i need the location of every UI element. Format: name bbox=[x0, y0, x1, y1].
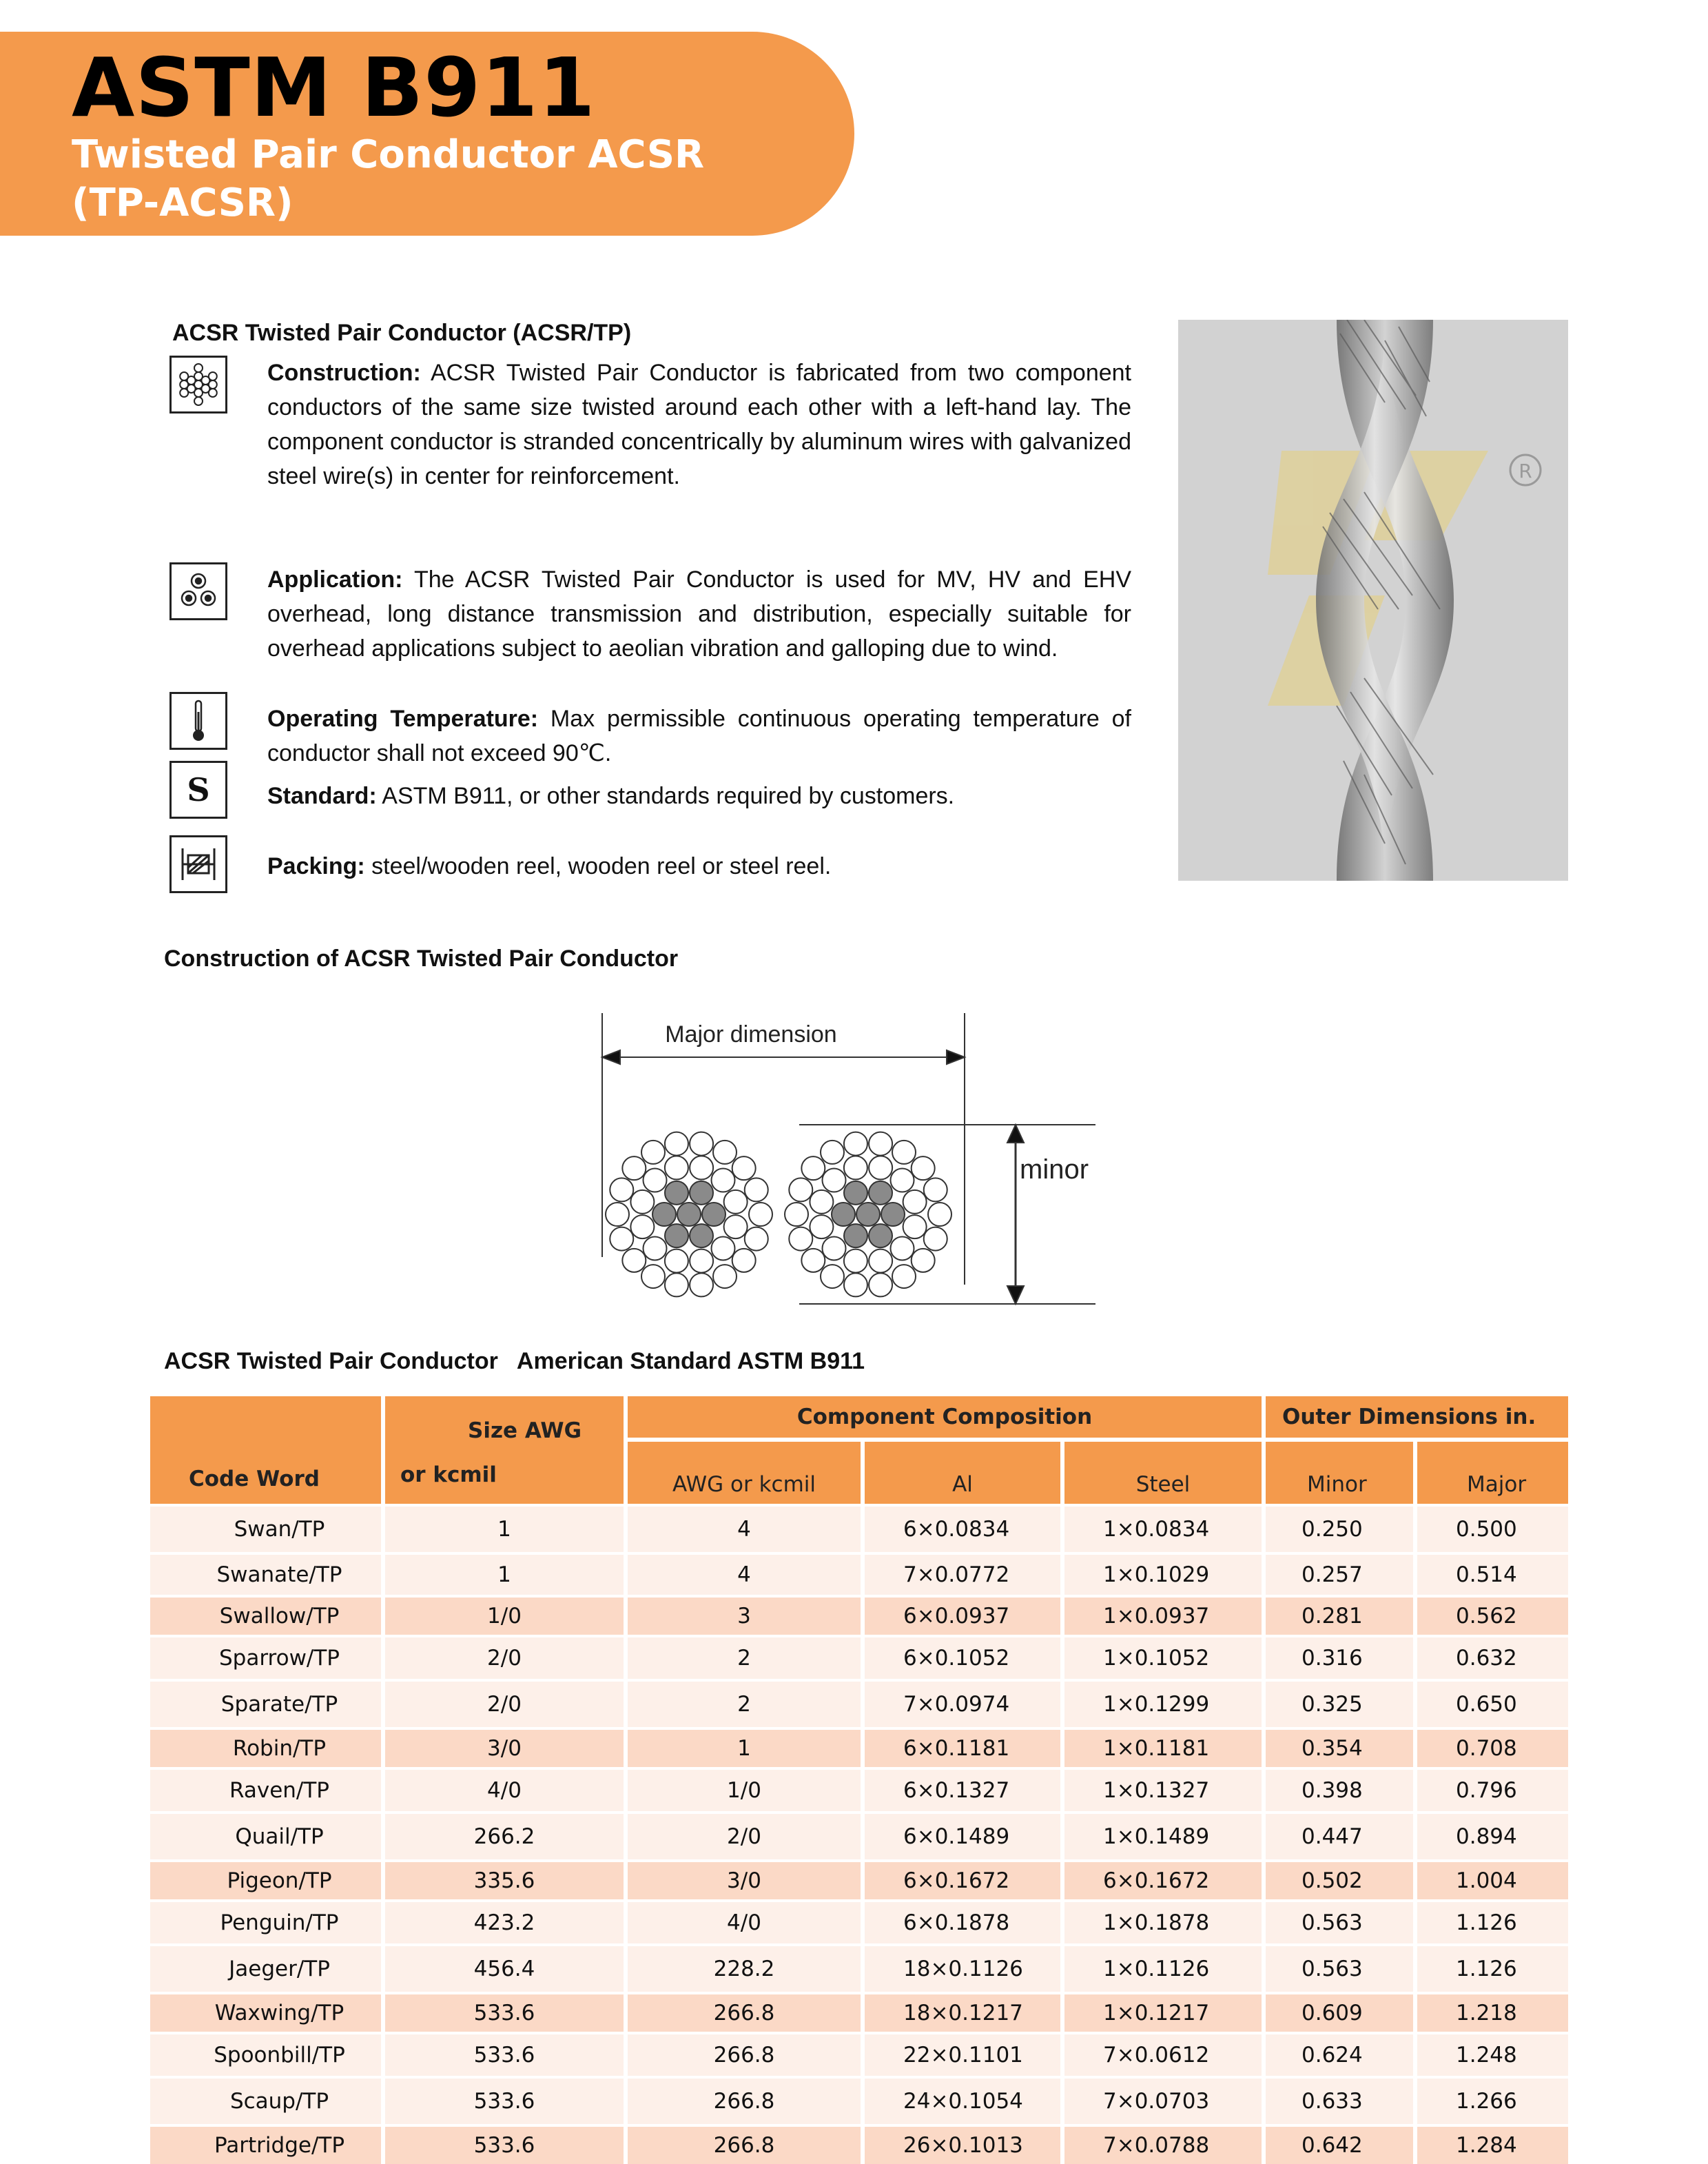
cell-major: 0.708 bbox=[1415, 1728, 1568, 1768]
table-row bbox=[150, 2077, 1568, 2125]
cell-size: 533.6 bbox=[383, 2033, 626, 2077]
cell-al: 7×0.0772 bbox=[863, 1553, 1062, 1596]
cell-al: 26×0.1013 bbox=[863, 2125, 1062, 2164]
wire-strand bbox=[844, 1273, 867, 1296]
cell-steel: 1×0.1126 bbox=[1062, 1945, 1264, 1993]
wire-strand bbox=[644, 1169, 667, 1192]
wire-strand bbox=[856, 1203, 880, 1226]
cell-size: 1 bbox=[383, 1505, 626, 1553]
wire-strand bbox=[745, 1178, 768, 1201]
cross-section-diagram bbox=[593, 1008, 1102, 1311]
cell-code-word: Quail/TP bbox=[150, 1813, 383, 1861]
cell-awg-or-kcmil: 2 bbox=[626, 1680, 863, 1728]
cell-awg-or-kcmil: 3 bbox=[626, 1596, 863, 1636]
cell-size: 533.6 bbox=[383, 2077, 626, 2125]
wire-strand bbox=[745, 1227, 768, 1251]
cell-steel: 6×0.1672 bbox=[1062, 1861, 1264, 1901]
cell-code-word: Sparate/TP bbox=[150, 1680, 383, 1728]
cell-size: 335.6 bbox=[383, 1861, 626, 1901]
cell-steel: 1×0.1489 bbox=[1062, 1813, 1264, 1861]
cell-minor: 0.447 bbox=[1264, 1813, 1415, 1861]
cell-major: 1.004 bbox=[1415, 1861, 1568, 1901]
page-subtitle: Twisted Pair Conductor ACSR (TP-ACSR) bbox=[72, 132, 705, 225]
wire-strand bbox=[630, 1215, 654, 1238]
temperature-text: Max permissible continuous operating temperature of conductor shall not exceed 90℃. bbox=[267, 706, 1131, 766]
wire-strand bbox=[690, 1224, 713, 1247]
wire-strand bbox=[677, 1203, 701, 1226]
cell-awg-or-kcmil: 1 bbox=[626, 1728, 863, 1768]
cell-steel: 1×0.1217 bbox=[1062, 1993, 1264, 2033]
wire-strand bbox=[892, 1265, 916, 1288]
cell-minor: 0.624 bbox=[1264, 2033, 1415, 2077]
wire-strand bbox=[630, 1190, 654, 1214]
wire-strand bbox=[869, 1156, 892, 1179]
wire-strand bbox=[690, 1249, 713, 1273]
table-row bbox=[150, 1901, 1568, 1945]
cell-steel: 1×0.1299 bbox=[1062, 1680, 1264, 1728]
wire-strand bbox=[890, 1236, 914, 1260]
wire-strand bbox=[869, 1249, 892, 1273]
cell-steel: 1×0.1029 bbox=[1062, 1553, 1264, 1596]
cell-steel: 7×0.0703 bbox=[1062, 2077, 1264, 2125]
wire-strand bbox=[713, 1265, 737, 1288]
wire-strand bbox=[711, 1236, 734, 1260]
cell-size: 423.2 bbox=[383, 1901, 626, 1945]
cell-awg-or-kcmil: 4/0 bbox=[626, 1901, 863, 1945]
header-code-word: Code Word bbox=[150, 1396, 383, 1505]
table-row bbox=[150, 1768, 1568, 1813]
wire-strand bbox=[690, 1156, 713, 1179]
wire-strand bbox=[881, 1203, 905, 1226]
cell-size: 4/0 bbox=[383, 1768, 626, 1813]
cell-code-word: Partridge/TP bbox=[150, 2125, 383, 2164]
cell-steel: 1×0.1878 bbox=[1062, 1901, 1264, 1945]
cell-size: 3/0 bbox=[383, 1728, 626, 1768]
wire-strand bbox=[844, 1224, 867, 1247]
cell-code-word: Spoonbill/TP bbox=[150, 2033, 383, 2077]
table-row bbox=[150, 1728, 1568, 1768]
wire-strand bbox=[711, 1169, 734, 1192]
cell-minor: 0.633 bbox=[1264, 2077, 1415, 2125]
wire-strand bbox=[810, 1215, 833, 1238]
wire-strand bbox=[785, 1203, 808, 1226]
header-minor: Minor bbox=[1264, 1440, 1415, 1505]
wire-strand bbox=[869, 1273, 892, 1296]
twisted-pair-strands bbox=[1316, 320, 1454, 881]
header-awg-or-kcmil: AWG or kcmil bbox=[626, 1440, 863, 1505]
wire-strand bbox=[641, 1265, 665, 1288]
wire-strand bbox=[749, 1203, 772, 1226]
wire-strand bbox=[801, 1249, 825, 1272]
cell-awg-or-kcmil: 266.8 bbox=[626, 2033, 863, 2077]
construction-paragraph bbox=[267, 356, 1131, 493]
cell-steel: 1×0.1327 bbox=[1062, 1768, 1264, 1813]
cell-al: 6×0.1327 bbox=[863, 1768, 1062, 1813]
conductor-a-strands bbox=[606, 1132, 772, 1297]
packing-paragraph bbox=[267, 849, 1131, 884]
cell-steel: 1×0.1052 bbox=[1062, 1636, 1264, 1680]
cell-major: 1.248 bbox=[1415, 2033, 1568, 2077]
wire-strand bbox=[890, 1169, 914, 1192]
cell-awg-or-kcmil: 228.2 bbox=[626, 1945, 863, 1993]
cell-al: 6×0.1672 bbox=[863, 1861, 1062, 1901]
wire-strand bbox=[821, 1141, 844, 1164]
table-row bbox=[150, 1596, 1568, 1636]
wire-strand bbox=[844, 1249, 867, 1273]
table-row bbox=[150, 1813, 1568, 1861]
packing-text: steel/wooden reel, wooden reel or steel reel. bbox=[371, 853, 832, 879]
wire-strand bbox=[665, 1224, 688, 1247]
table-row bbox=[150, 1945, 1568, 1993]
cell-steel: 1×0.0937 bbox=[1062, 1596, 1264, 1636]
wire-strand bbox=[641, 1141, 665, 1164]
cell-size: 533.6 bbox=[383, 2125, 626, 2164]
application-paragraph bbox=[267, 562, 1131, 666]
conductor-b-strands bbox=[785, 1132, 951, 1297]
wire-strand bbox=[869, 1181, 892, 1205]
thermometer-icon bbox=[169, 692, 227, 750]
cell-al: 18×0.1217 bbox=[863, 1993, 1062, 2033]
cell-steel: 7×0.0612 bbox=[1062, 2033, 1264, 2077]
table-row bbox=[150, 2125, 1568, 2164]
cell-awg-or-kcmil: 2/0 bbox=[626, 1813, 863, 1861]
wire-strand bbox=[844, 1132, 867, 1156]
wire-strand bbox=[732, 1156, 756, 1180]
wire-strand bbox=[724, 1215, 748, 1238]
cell-code-word: Waxwing/TP bbox=[150, 1993, 383, 2033]
header-size-awg: Size AWG bbox=[468, 1418, 582, 1443]
cell-size: 456.4 bbox=[383, 1945, 626, 1993]
registered-mark-letter: R bbox=[1519, 460, 1532, 482]
cell-al: 7×0.0974 bbox=[863, 1680, 1062, 1728]
cell-minor: 0.563 bbox=[1264, 1901, 1415, 1945]
major-dimension-label: Major dimension bbox=[665, 1021, 837, 1048]
wire-strand bbox=[823, 1236, 846, 1260]
stranded-conductor-icon bbox=[169, 356, 227, 414]
wire-strand bbox=[713, 1141, 737, 1164]
conductor-photo bbox=[1178, 320, 1568, 881]
wire-strand bbox=[702, 1203, 726, 1226]
cell-size: 2/0 bbox=[383, 1636, 626, 1680]
cell-code-word: Penguin/TP bbox=[150, 1901, 383, 1945]
wire-strand bbox=[665, 1132, 688, 1156]
cell-al: 6×0.1181 bbox=[863, 1728, 1062, 1768]
cell-code-word: Swan/TP bbox=[150, 1505, 383, 1553]
cell-al: 24×0.1054 bbox=[863, 2077, 1062, 2125]
wire-strand bbox=[644, 1236, 667, 1260]
cell-code-word: Pigeon/TP bbox=[150, 1861, 383, 1901]
wire-strand bbox=[606, 1203, 629, 1226]
wire-strand bbox=[665, 1273, 688, 1296]
wire-strand bbox=[844, 1156, 867, 1179]
reel-icon bbox=[169, 835, 227, 893]
wire-strand bbox=[724, 1190, 748, 1214]
cell-al: 6×0.1878 bbox=[863, 1901, 1062, 1945]
cell-minor: 0.398 bbox=[1264, 1768, 1415, 1813]
wire-strand bbox=[844, 1181, 867, 1205]
wire-strand bbox=[665, 1249, 688, 1273]
header-al: Al bbox=[863, 1440, 1062, 1505]
wire-strand bbox=[789, 1178, 812, 1201]
application-label: Application: bbox=[267, 566, 403, 593]
wire-strand bbox=[924, 1227, 947, 1251]
wire-strand bbox=[665, 1156, 688, 1179]
table-row bbox=[150, 1993, 1568, 2033]
cell-al: 6×0.1052 bbox=[863, 1636, 1062, 1680]
wire-strand bbox=[928, 1203, 951, 1226]
wire-strand bbox=[869, 1132, 892, 1156]
wire-strand bbox=[622, 1156, 646, 1180]
cell-steel: 1×0.1181 bbox=[1062, 1728, 1264, 1768]
intro-heading: ACSR Twisted Pair Conductor (ACSR/TP) bbox=[172, 320, 632, 346]
cell-awg-or-kcmil: 4 bbox=[626, 1505, 863, 1553]
cell-size: 2/0 bbox=[383, 1680, 626, 1728]
table-row bbox=[150, 1680, 1568, 1728]
wire-strand bbox=[912, 1249, 935, 1272]
cell-major: 0.562 bbox=[1415, 1596, 1568, 1636]
wire-strand bbox=[690, 1132, 713, 1156]
wire-strand bbox=[610, 1227, 633, 1251]
cell-minor: 0.316 bbox=[1264, 1636, 1415, 1680]
table-row bbox=[150, 1505, 1568, 1553]
standard-text: ASTM B911, or other standards required by customers. bbox=[382, 783, 955, 809]
cell-size: 533.6 bbox=[383, 1993, 626, 2033]
cell-steel: 1×0.0834 bbox=[1062, 1505, 1264, 1553]
wire-strand bbox=[622, 1249, 646, 1272]
table-row bbox=[150, 1553, 1568, 1596]
cell-al: 6×0.0834 bbox=[863, 1505, 1062, 1553]
cell-major: 1.126 bbox=[1415, 1945, 1568, 1993]
table-body bbox=[150, 1505, 1568, 2164]
cell-minor: 0.642 bbox=[1264, 2125, 1415, 2164]
cell-minor: 0.563 bbox=[1264, 1945, 1415, 1993]
header-or-kcmil: or kcmil bbox=[400, 1462, 497, 1487]
wire-strand bbox=[690, 1181, 713, 1205]
cell-al: 6×0.0937 bbox=[863, 1596, 1062, 1636]
specification-table bbox=[150, 1396, 1568, 2164]
table-row bbox=[150, 1636, 1568, 1680]
standard-icon: S bbox=[169, 761, 227, 819]
three-core-icon bbox=[169, 562, 227, 620]
wire-strand bbox=[789, 1227, 812, 1251]
wire-strand bbox=[801, 1156, 825, 1180]
header-size bbox=[383, 1396, 626, 1505]
table-row bbox=[150, 1861, 1568, 1901]
cell-code-word: Raven/TP bbox=[150, 1768, 383, 1813]
cell-awg-or-kcmil: 3/0 bbox=[626, 1861, 863, 1901]
application-text: The ACSR Twisted Pair Conductor is used for MV, HV and EHV overhead, long distance transmission and distribution, especially suitable for overhead applications subject to aeolian vibration and galloping due to wind. bbox=[267, 566, 1131, 662]
cell-major: 1.266 bbox=[1415, 2077, 1568, 2125]
construction-label: Construction: bbox=[267, 360, 421, 386]
minor-dimension-label: minor bbox=[1020, 1154, 1089, 1185]
table-heading: ACSR Twisted Pair Conductor American Standard ASTM B911 bbox=[164, 1348, 865, 1374]
wire-strand bbox=[903, 1190, 927, 1214]
cell-steel: 7×0.0788 bbox=[1062, 2125, 1264, 2164]
cell-code-word: Sparrow/TP bbox=[150, 1636, 383, 1680]
cell-major: 1.284 bbox=[1415, 2125, 1568, 2164]
wire-strand bbox=[665, 1181, 688, 1205]
cell-minor: 0.354 bbox=[1264, 1728, 1415, 1768]
packing-label: Packing: bbox=[267, 853, 365, 879]
wire-strand bbox=[869, 1224, 892, 1247]
header-component-composition: Component Composition bbox=[626, 1396, 1264, 1440]
cell-major: 1.126 bbox=[1415, 1901, 1568, 1945]
standard-paragraph bbox=[267, 779, 1131, 813]
wire-strand bbox=[823, 1169, 846, 1192]
cell-awg-or-kcmil: 266.8 bbox=[626, 2125, 863, 2164]
cell-al: 6×0.1489 bbox=[863, 1813, 1062, 1861]
cell-code-word: Jaeger/TP bbox=[150, 1945, 383, 1993]
cell-size: 1/0 bbox=[383, 1596, 626, 1636]
header-major: Major bbox=[1415, 1440, 1568, 1505]
wire-strand bbox=[892, 1141, 916, 1164]
cell-major: 0.796 bbox=[1415, 1768, 1568, 1813]
cell-minor: 0.257 bbox=[1264, 1553, 1415, 1596]
construction-heading: Construction of ACSR Twisted Pair Conductor bbox=[164, 946, 679, 972]
cell-size: 1 bbox=[383, 1553, 626, 1596]
standard-label: Standard: bbox=[267, 783, 377, 809]
cell-minor: 0.609 bbox=[1264, 1993, 1415, 2033]
cell-minor: 0.325 bbox=[1264, 1680, 1415, 1728]
wire-strand bbox=[732, 1249, 756, 1272]
cell-code-word: Scaup/TP bbox=[150, 2077, 383, 2125]
temperature-paragraph bbox=[267, 702, 1131, 770]
cell-awg-or-kcmil: 266.8 bbox=[626, 1993, 863, 2033]
table-row bbox=[150, 2033, 1568, 2077]
wire-strand bbox=[690, 1273, 713, 1296]
cell-major: 0.514 bbox=[1415, 1553, 1568, 1596]
cell-minor: 0.250 bbox=[1264, 1505, 1415, 1553]
cell-minor: 0.502 bbox=[1264, 1861, 1415, 1901]
wire-strand bbox=[903, 1215, 927, 1238]
cell-code-word: Robin/TP bbox=[150, 1728, 383, 1768]
cell-major: 0.500 bbox=[1415, 1505, 1568, 1553]
cell-code-word: Swallow/TP bbox=[150, 1596, 383, 1636]
cell-al: 22×0.1101 bbox=[863, 2033, 1062, 2077]
wire-strand bbox=[810, 1190, 833, 1214]
cell-major: 0.650 bbox=[1415, 1680, 1568, 1728]
cell-awg-or-kcmil: 266.8 bbox=[626, 2077, 863, 2125]
page-title: ASTM B911 bbox=[72, 40, 596, 135]
wire-strand bbox=[652, 1203, 676, 1226]
temperature-label: Operating Temperature: bbox=[267, 706, 539, 732]
wire-strand bbox=[912, 1156, 935, 1180]
header-steel: Steel bbox=[1062, 1440, 1264, 1505]
wire-strand bbox=[832, 1203, 855, 1226]
cell-al: 18×0.1126 bbox=[863, 1945, 1062, 1993]
wire-strand bbox=[821, 1265, 844, 1288]
cell-major: 0.894 bbox=[1415, 1813, 1568, 1861]
cell-code-word: Swanate/TP bbox=[150, 1553, 383, 1596]
cell-major: 0.632 bbox=[1415, 1636, 1568, 1680]
wire-strand bbox=[610, 1178, 633, 1201]
cell-size: 266.2 bbox=[383, 1813, 626, 1861]
cell-minor: 0.281 bbox=[1264, 1596, 1415, 1636]
cell-awg-or-kcmil: 2 bbox=[626, 1636, 863, 1680]
cell-major: 1.218 bbox=[1415, 1993, 1568, 2033]
construction-text: ACSR Twisted Pair Conductor is fabricated from two component conductors of the same size twisted around each other with a left-hand lay. The component conductor is stranded concentrically by aluminum wires with galvanized steel wire(s) in center for reinforcement. bbox=[267, 360, 1131, 489]
cell-awg-or-kcmil: 1/0 bbox=[626, 1768, 863, 1813]
cell-awg-or-kcmil: 4 bbox=[626, 1553, 863, 1596]
wire-strand bbox=[924, 1178, 947, 1201]
header-outer-dimensions: Outer Dimensions in. bbox=[1264, 1396, 1568, 1440]
